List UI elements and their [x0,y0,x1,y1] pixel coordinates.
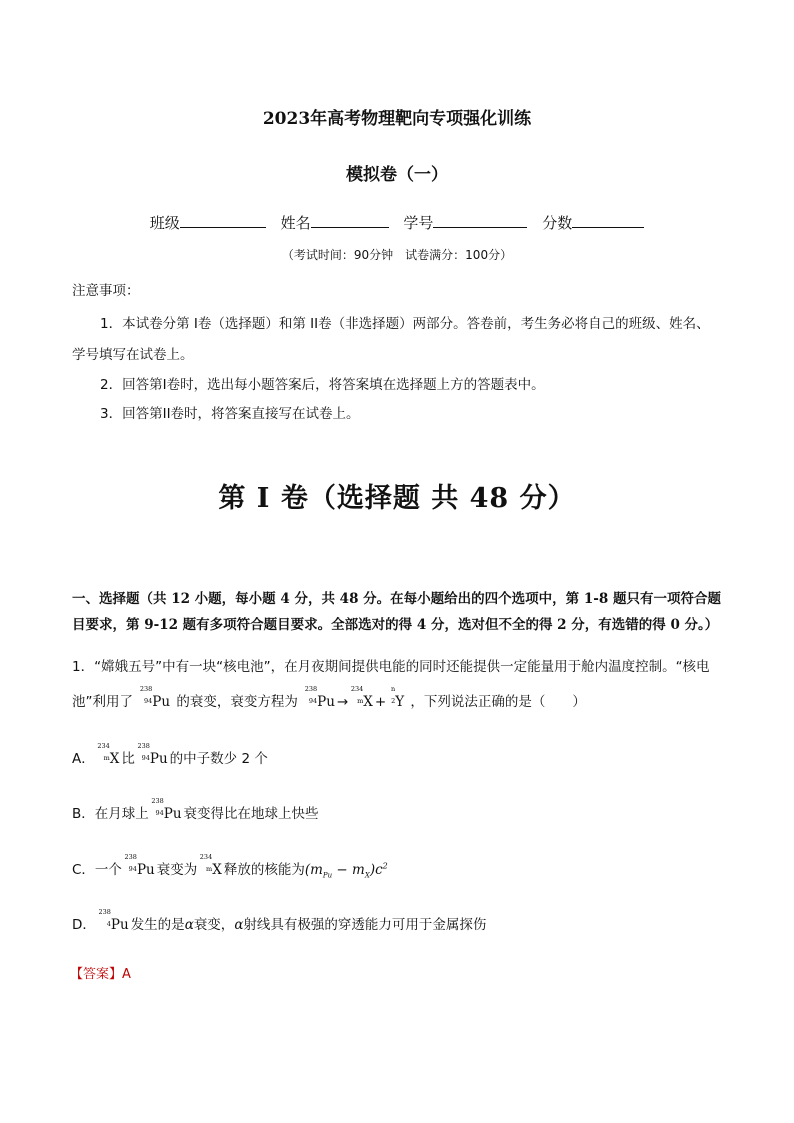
section-title: 第 I 卷（选择题 共 48 分） [218,483,576,514]
option-b-end: 衰变得比在地球上快些 [183,806,319,822]
notice-heading: 注意事项： [72,283,140,299]
option-c[interactable] [72,853,388,880]
option-d[interactable] [72,908,487,933]
name-label: 姓名 [280,214,311,232]
q1-text-c: ，下列说法正确的是（ ） [410,694,586,710]
answer-text: 【答案】A [70,967,131,982]
class-label: 班级 [149,214,180,232]
option-c-mid: 衰变为 [156,862,198,878]
notice-item-3: 3．回答第II卷时，将答案直接写在试卷上。 [100,406,360,422]
id-blank[interactable] [433,213,527,228]
nuclide-pu-eq: 238 94 Pu [304,685,335,710]
notice-item-1-cont: 学号填写在试卷上。 [72,347,194,363]
score-blank[interactable] [572,213,644,228]
instructions-line-2: 目要求，第 9-12 题有多项符合题目要求。全部选对的得 4 分，选对但不全的得 2 分，有选错的得 0 分。） [72,617,719,633]
q1-text-b: 的衰变，衰变方程为 [176,694,298,710]
notice-item-1: 1．本试卷分第 I卷（选择题）和第 II卷（非选择题）两部分。答卷前，考生务必将自己的班级、姓名、 [100,316,710,332]
option-d-mid2: 衰变， [193,917,235,933]
id-label: 学号 [403,214,434,232]
arrow-symbol: → [336,694,349,710]
option-a-label: A． [72,751,95,767]
nuclide-pu: 238 94 Pu [139,685,171,710]
option-c-label: C．一个 [72,862,122,878]
plus-symbol: + [374,694,387,710]
nuclide-y-eq: n 2 Y [391,685,405,710]
option-b[interactable] [72,797,319,822]
nuclide-pu: 238 94 Pu [137,742,168,767]
score-label: 分数 [542,214,573,232]
nuclide-x-eq: 234 m X [350,685,373,710]
nuclide-x: 234 m X [199,853,222,878]
question-1-line-1: 1．“嫦娥五号”中有一块“核电池”，在月夜期间提供电能的同时还能提供一定能量用于舱内温度控制。“核电 [72,659,710,675]
alpha-symbol: α [234,917,244,933]
exam-subtitle: 模拟卷（一） [346,165,448,185]
option-a-mid: 比 [121,751,135,767]
alpha-symbol: α [184,917,194,933]
energy-formula: $(m_{Pu} - m_X)c^2$ [304,861,388,880]
nuclide-x: 234 m X [97,742,120,767]
option-a[interactable] [72,742,268,767]
question-1-line-2 [72,685,732,710]
option-a-end: 的中子数少 2 个 [169,751,268,767]
exam-title: 2023年高考物理靶向专项强化训练 [262,109,532,129]
q1-text-a: 池”利用了 [72,694,133,710]
notice-item-2: 2．回答第I卷时，选出每小题答案后，将答案填在选择题上方的答题表中。 [100,377,545,393]
option-b-label: B．在月球上 [72,806,149,822]
student-info-row [0,212,794,233]
nuclide-pu-d: 238 4 Pu [98,908,129,933]
nuclide-pu: 238 94 Pu [124,853,155,878]
class-blank[interactable] [180,213,266,228]
option-d-mid: 发生的是 [130,917,185,933]
nuclide-pu: 238 94 Pu [151,797,182,822]
option-d-end: 射线具有极强的穿透能力可用于金属探伤 [243,917,487,933]
exam-info: （考试时间：90分钟 试卷满分：100分） [281,248,513,262]
option-c-mid2: 释放的核能为 [223,862,305,878]
option-d-label: D． [72,917,96,933]
name-blank[interactable] [311,213,389,228]
instructions-line-1: 一、选择题（共 12 小题，每小题 4 分，共 48 分。在每小题给出的四个选项中，第 1-8 题只有一项符合题 [72,591,721,607]
